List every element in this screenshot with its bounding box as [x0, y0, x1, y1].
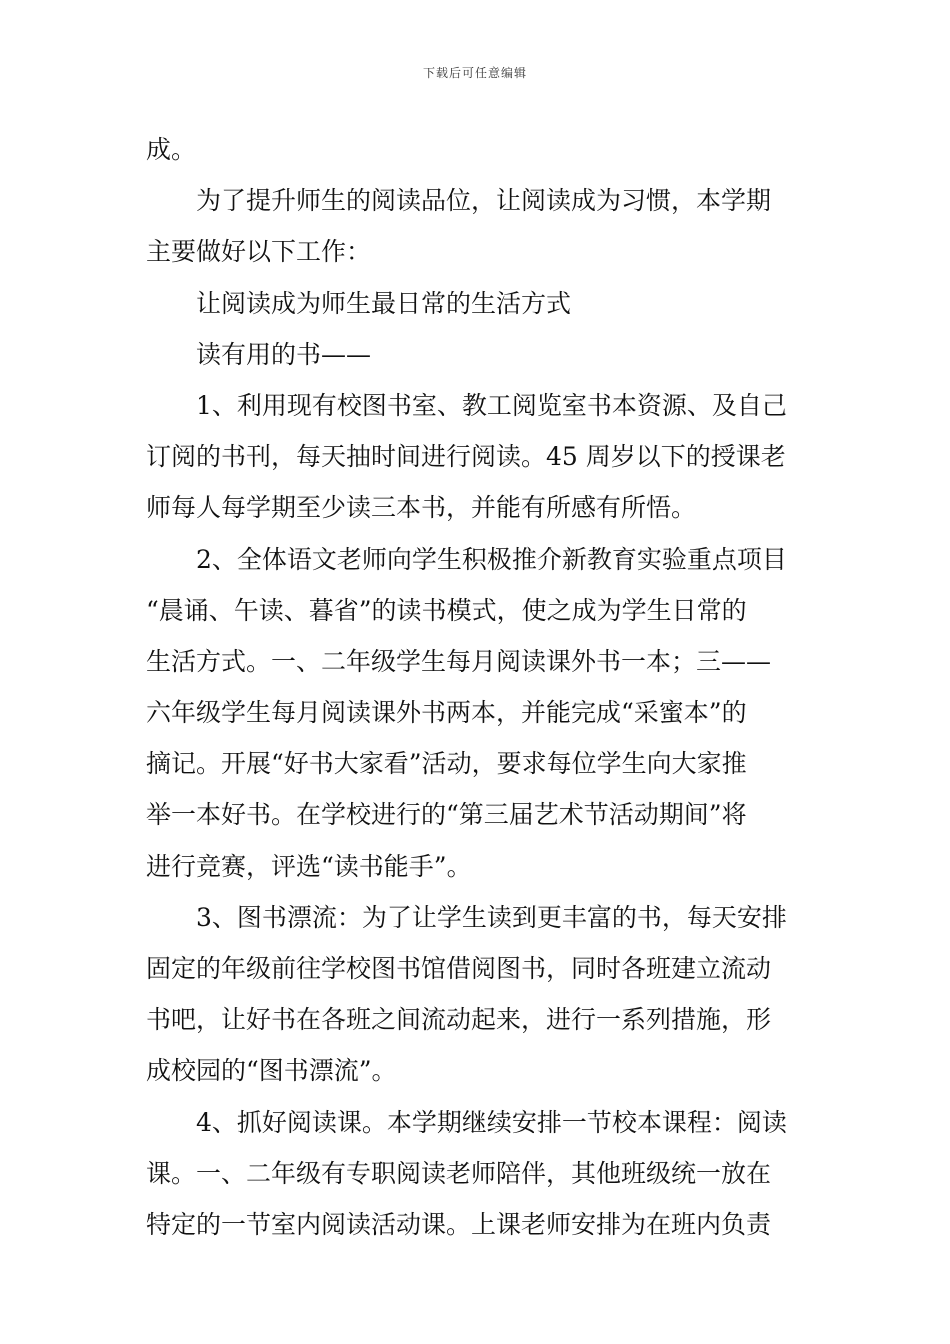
text-line: 师每人每学期至少读三本书，并能有所感有所悟。 — [146, 493, 697, 523]
text-line: 成校园的“图书漂流”。 — [146, 1056, 397, 1086]
text-line: 摘记。开展“好书大家看”活动，要求每位学生向大家推 — [146, 749, 747, 779]
text-line: 课。一、二年级有专职阅读老师陪伴，其他班级统一放在 — [146, 1158, 772, 1188]
text-line: 成。 — [146, 135, 197, 164]
text-line: 书吧，让好书在各班之间流动起来，进行一系列措施，形 — [146, 1005, 772, 1035]
text-line: 特定的一节室内阅读活动课。上课老师安排为在班内负责 — [146, 1209, 772, 1239]
text-line: 读有用的书—— — [196, 339, 372, 369]
text-line: “晨诵、午读、暮省”的读书模式，使之成为学生日常的 — [146, 595, 747, 625]
text-line: 1、利用现有校图书室、教工阅览室书本资源、及自己 — [196, 390, 787, 420]
document-body — [146, 124, 808, 1250]
text-line: 4、抓好阅读课。本学期继续安排一节校本课程：阅读 — [196, 1107, 787, 1137]
text-line: 2、全体语文老师向学生积极推介新教育实验重点项目 — [196, 544, 787, 574]
text-line: 生活方式。一、二年级学生每月阅读课外书一本；三—— — [146, 646, 772, 676]
text-line: 主要做好以下工作： — [146, 237, 372, 267]
text-line: 固定的年级前往学校图书馆借阅图书，同时各班建立流动 — [146, 954, 772, 983]
text-line: 3、图书漂流：为了让学生读到更丰富的书，每天安排 — [196, 902, 787, 932]
text-line: 六年级学生每月阅读课外书两本，并能完成“采蜜本”的 — [146, 698, 747, 728]
text-line: 让阅读成为师生最日常的生活方式 — [196, 288, 572, 318]
text-line: 举一本好书。在学校进行的“第三届艺术节活动期间”将 — [146, 800, 747, 830]
text-line: 订阅的书刊，每天抽时间进行阅读。45 周岁以下的授课老 — [146, 442, 786, 472]
text-line: 为了提升师生的阅读品位，让阅读成为习惯，本学期 — [196, 186, 772, 216]
header-note: 下载后可任意编辑 — [422, 66, 527, 80]
text-line: 进行竞赛，评选“读书能手”。 — [146, 851, 472, 881]
